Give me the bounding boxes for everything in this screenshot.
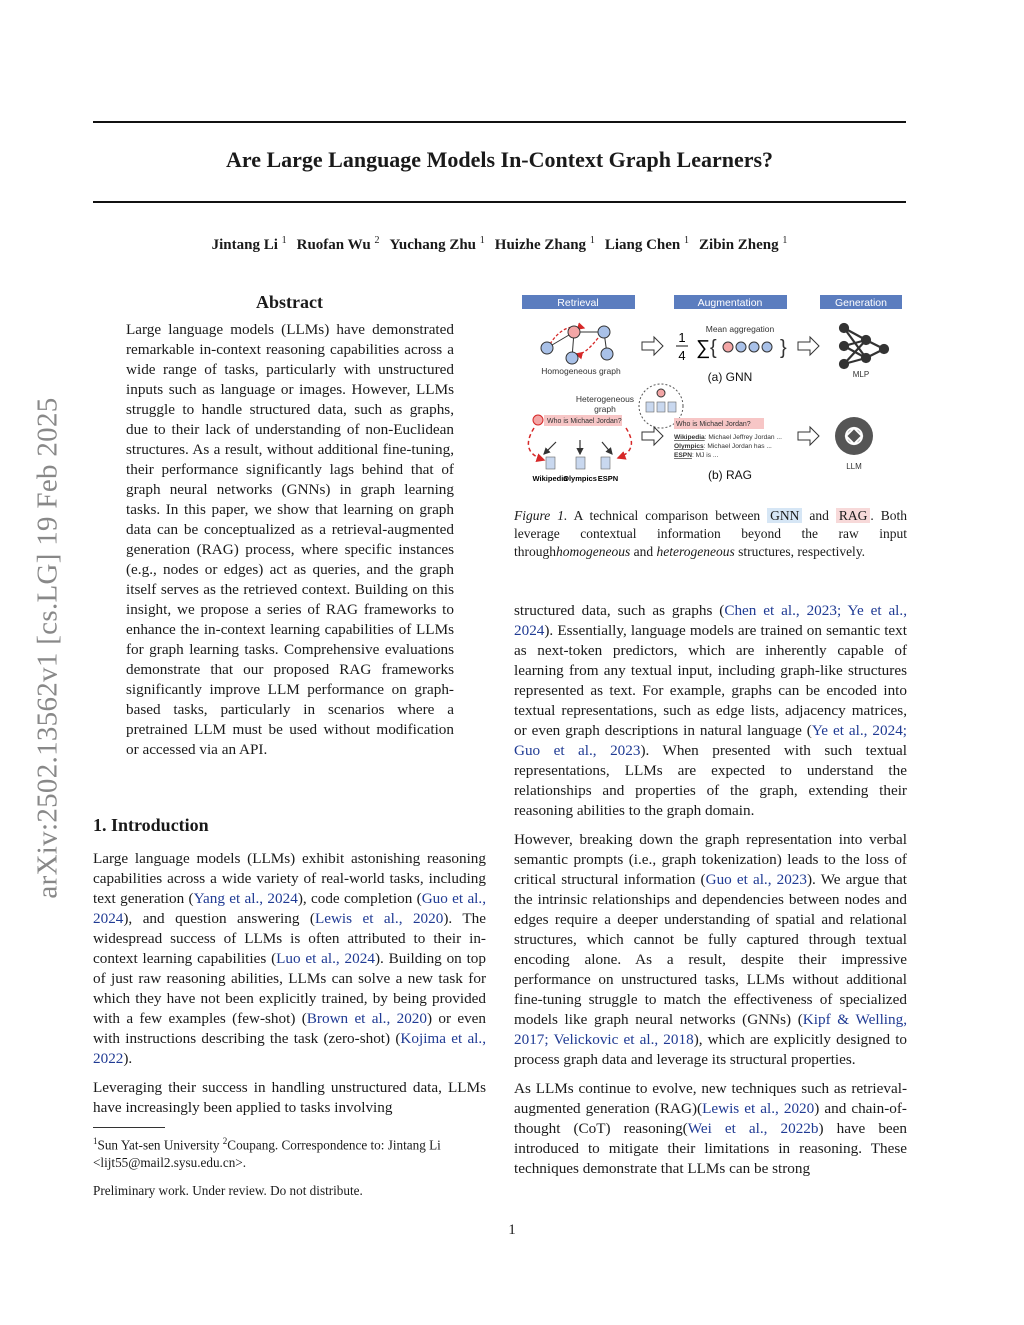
agg-node <box>723 342 733 352</box>
query-node <box>533 415 543 425</box>
paper-title: Are Large Language Models In-Context Graph Learners? <box>225 147 774 172</box>
citation-link[interactable]: Kojima et al., 2022 <box>93 1030 486 1067</box>
figure-1 <box>514 292 906 492</box>
snippet-espn: ESPN: MJ is ... <box>674 452 719 459</box>
homogeneous-graph-label: Homogeneous graph <box>541 366 621 376</box>
figure-caption: Figure 1. A technical comparison between GNN and RAG . Both leverage contextual information beyond the raw input throughhomogeneous and heterogeneous structures, respectively. <box>514 508 907 559</box>
citation-link[interactable]: Lewis et al., 2020 <box>702 1100 815 1117</box>
author-name: Ruofan Wu $^2$ <box>296 235 380 253</box>
mlp-label: MLP <box>852 370 870 379</box>
snippet-olympics: Olympics: Michael Jordan has ... <box>674 443 772 450</box>
arxiv-stamp: arXiv:2502.13562v1 [cs.LG] 19 Feb 2025 <box>31 397 64 899</box>
doc-olympics: Olympics <box>563 474 597 483</box>
citation-link[interactable]: Ye et al., 2024; Guo et al., 2023 <box>514 722 908 759</box>
retrieval-stage-label: Retrieval <box>557 297 599 309</box>
rag-subfigure-label: (b) RAG <box>707 468 753 482</box>
citation-link[interactable]: Kipf & Welling, 2017; Velickovic et al., 2018 <box>514 1011 907 1048</box>
generation-stage-label: Generation <box>835 297 887 309</box>
abstract-body <box>126 320 454 760</box>
citation-link[interactable]: Luo et al., 2024 <box>276 950 375 967</box>
agg-node <box>762 342 772 352</box>
page-number: 1 <box>508 1222 516 1238</box>
intro-paragraph: Leveraging their success in handling unstructured data, LLMs have increasingly been applied to tasks involving <box>93 1079 486 1116</box>
llm-label: LLM <box>846 462 862 471</box>
citation-link[interactable]: Guo et al., 2023 <box>705 871 807 888</box>
title-bottom-rule <box>93 201 906 203</box>
fraction-numerator: 1 <box>678 330 686 345</box>
figure-diagram <box>514 292 906 492</box>
caption-label: Figure 1. <box>514 508 568 523</box>
brace-open-icon: { <box>710 337 717 359</box>
llm-icon <box>835 417 873 455</box>
doc-espn: ESPN <box>597 474 619 483</box>
brace-close-icon: } <box>780 337 787 359</box>
heterogeneous-graph-label-line2: graph <box>594 404 616 414</box>
affiliation-footnote: $^1$Sun Yat-sen University $^2$Coupang. Correspondence to: Jintang Li <lijt55@mail2.sysu.edu.cn>. <box>93 1136 441 1171</box>
body-paragraph: However, breaking down the graph representation into verbal semantic prompts (i.e., graph tokenization) leads to the loss of critical structural information (Guo et al., 2023). We argue that the intrinsic relationships and dependencies between nodes and edges require a deeper understanding of spatial and relational structures, which cannot be fully captured through textual encoding alone. As a result, despite their impressive performance on unstructured tasks, LLMs without additional fine-tuning struggle to match the effectiveness of specialized models like graph neural networks (GNNs) (Kipf & Welling, 2017; Velickovic et al., 2018), which are explicitly designed to process graph data and leverage its structural properties. <box>514 831 908 1068</box>
doc-wikipedia: Wikipedia <box>532 474 568 483</box>
author-list <box>93 235 906 254</box>
intro-paragraph: Large language models (LLMs) exhibit astonishing reasoning capabilities across a wide variety of real-world tasks, including text generation (Yang et al., 2024), code completion (Guo et al., 2024), and question answering (Lewis et al., 2020). The widespread success of LLMs is often attributed to their in-context learning capabilities (Luo et al., 2024). Building on top of just raw reasoning abilities, LLMs can solve a new task for which they have not been explicitly trained, by being provided with a few examples (few-shot) (Brown et al., 2020) or even with instructions describing the task (zero-shot) (Kojima et al., 2022). <box>93 850 487 1067</box>
intro-heading: 1. Introduction <box>93 815 209 835</box>
citation-link[interactable]: Chen et al., 2023; Ye et al., 2024 <box>514 602 907 639</box>
arrow-icon <box>642 427 663 445</box>
arrow-icon <box>642 337 663 355</box>
agg-node <box>749 342 759 352</box>
augmentation-stage-label: Augmentation <box>697 297 763 309</box>
title-top-rule <box>93 121 906 123</box>
arrow-icon <box>798 337 819 355</box>
rag-tag: RAG <box>836 508 871 523</box>
document-icon <box>576 457 585 469</box>
retrieval-arrow <box>618 428 631 458</box>
mlp-network-icon <box>840 324 888 368</box>
retrieval-arrow <box>528 428 544 460</box>
author-name: Liang Chen $^1$ <box>604 235 690 253</box>
citation-link[interactable]: Guo et al., 2024 <box>93 890 486 927</box>
author-name: Yuchang Zhu $^1$ <box>389 235 485 253</box>
snippet-wikipedia: Wikipedia: Michael Jeffrey Jordan ... <box>674 434 782 441</box>
author-name: Jintang Li $^1$ <box>211 235 287 253</box>
heterogeneous-graph-label: Heterogeneous <box>575 394 635 404</box>
agg-node <box>736 342 746 352</box>
abstract-heading: Abstract <box>256 292 323 312</box>
author-name: Huizhe Zhang $^1$ <box>494 235 595 253</box>
document-icon <box>546 457 555 469</box>
body-paragraph: structured data, such as graphs (Chen et al., 2023; Ye et al., 2024). Essentially, language models are trained on semantic text as next-token predictors, which are inherently capable of learning from any textual input, including graph-like structures represented as text. For example, graphs can be encoded into textual representations, such as edge lists, adjacency matrices, or even graph descriptions in natural language (Ye et al., 2024; Guo et al., 2023). When presented with such textual representations, LLMs are expected to understand the relationships and properties of the graph, extending their reasoning abilities to the graph domain. <box>514 602 908 819</box>
gnn-subfigure-label: (a) GNN <box>707 370 753 384</box>
fraction-denominator: 4 <box>678 348 686 363</box>
homogeneous-graph-icon <box>541 326 613 364</box>
footnote-rule <box>93 1127 165 1128</box>
mean-aggregation-label: Mean aggregation <box>705 324 775 334</box>
citation-link[interactable]: Lewis et al., 2020 <box>314 910 444 927</box>
query-right: Who is Michael Jordan? <box>676 421 751 428</box>
body-paragraph: As LLMs continue to evolve, new techniques such as retrieval-augmented generation (RAG)(Lewis et al., 2020) and chain-of-thought (CoT) reasoning(Wei et al., 2022b) have been introduced to mitigate their limitations in reasoning. These techniques demonstrate that LLMs can be strong <box>514 1080 907 1177</box>
arrow-icon <box>798 427 819 445</box>
document-icon <box>601 457 610 469</box>
intro-body <box>93 849 486 1118</box>
sigma-icon: ∑ <box>696 337 711 359</box>
preliminary-notice: Preliminary work. Under review. Do not distribute. <box>93 1183 363 1198</box>
gnn-tag: GNN <box>767 508 802 523</box>
abstract-text: Large language models (LLMs) have demonstrated remarkable in-context reasoning capabilities across a wide range of tasks, particularly with unstructured inputs such as language or images. However, LLMs struggle to handle structured data, such as graphs, due to their lack of understanding of non-Euclidean structures. As a result, without additional fine-tuning, their performance significantly lags behind that of graph neural networks (GNNs) in graph learning tasks. In this paper, we show that learning on graph data can be conceptualized as a retrieval-augmented generation (RAG) process, where specific instances (e.g., nodes or edges) act as queries, and the graph itself serves as the retrieved context. Building on this insight, we propose a series of RAG frameworks to enhance the in-context learning capabilities of LLMs for graph learning tasks. Comprehensive evaluations demonstrate that our proposed RAG frameworks significantly improve LLM performance on graph-based tasks, particularly in scenarios where a pretrained LLM must be used without modification or accessed via an API. <box>126 321 454 758</box>
citation-link[interactable]: Yang et al., 2024 <box>193 890 298 907</box>
query-left: Who is Michael Jordan? <box>547 418 622 425</box>
author-name: Zibin Zheng $^1$ <box>699 235 788 253</box>
right-column-body <box>514 601 907 1179</box>
citation-link[interactable]: Wei et al., 2022b <box>687 1120 819 1137</box>
citation-link[interactable]: Brown et al., 2020 <box>306 1010 427 1027</box>
